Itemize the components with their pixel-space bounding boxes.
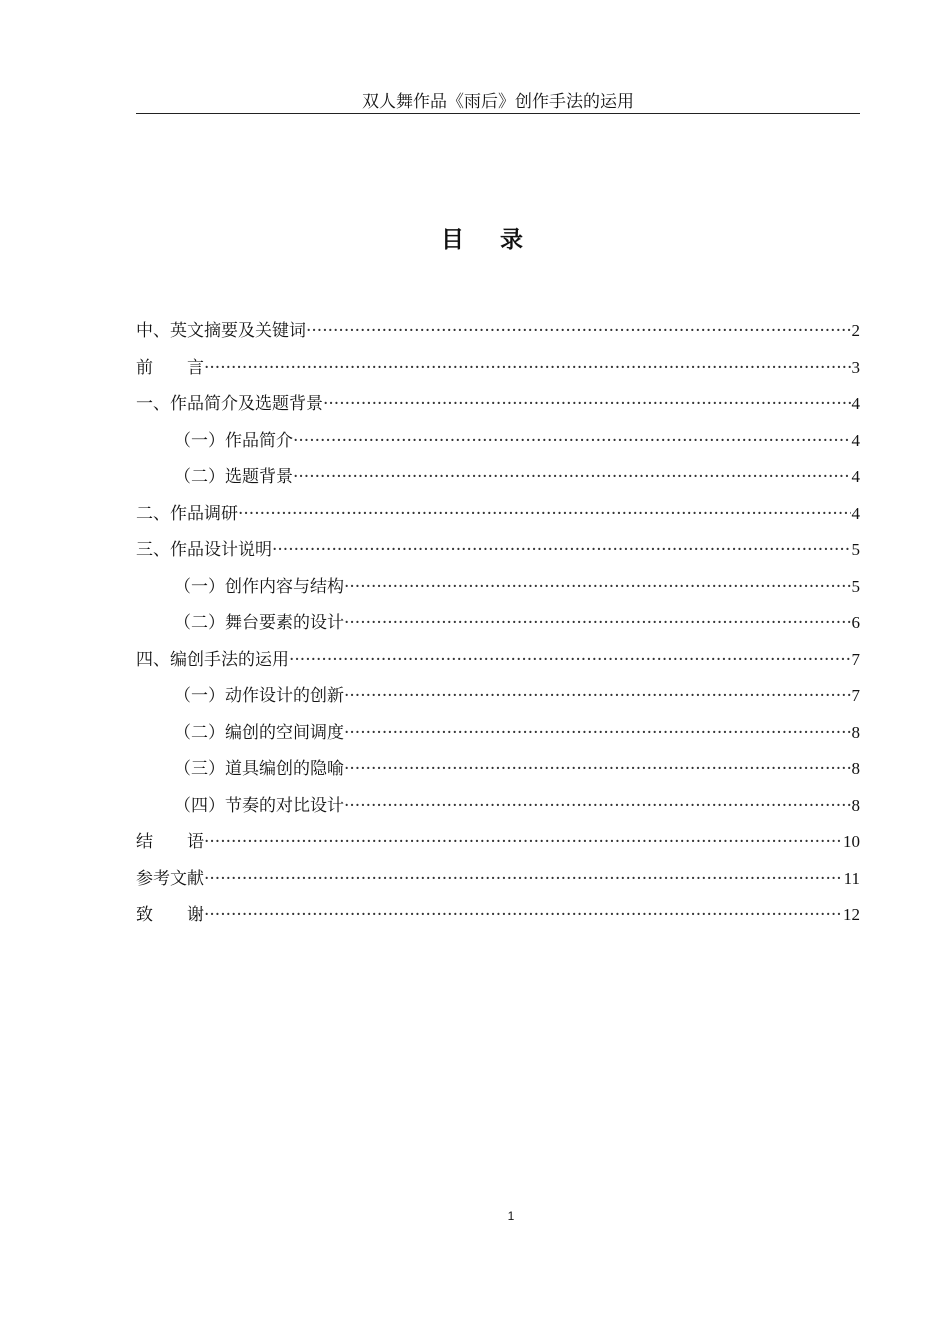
toc-dot-leader <box>344 794 851 818</box>
toc-entry-label: 四、编创手法的运用 <box>136 649 289 670</box>
toc-entry-label: 二、作品调研 <box>136 503 238 524</box>
toc-entry-label: （二）舞台要素的设计 <box>174 613 344 633</box>
toc-entry-page: 8 <box>851 759 860 778</box>
toc-entry-page: 5 <box>851 540 860 559</box>
toc-dot-leader <box>306 319 851 343</box>
running-header: 双人舞作品《雨后》创作手法的运用 <box>362 92 634 112</box>
toc-dot-leader <box>344 575 851 599</box>
page-number: 1 <box>507 1209 515 1223</box>
toc-entry-page: 5 <box>851 576 860 596</box>
toc-entry-page: 8 <box>851 795 860 815</box>
toc-entry-page: 8 <box>851 722 860 742</box>
toc-entry[interactable] <box>136 830 860 867</box>
toc-entry-page: 4 <box>851 394 860 413</box>
toc-entry[interactable] <box>136 757 860 794</box>
toc-entry-label: 致谢 <box>136 905 204 925</box>
toc-dot-leader <box>204 867 843 891</box>
toc-entry-label: 参考文献 <box>136 868 204 889</box>
toc-entry-label: （三）道具编创的隐喻 <box>174 759 344 779</box>
toc-entry-label: 前言 <box>136 357 204 378</box>
toc-dot-leader <box>289 648 851 672</box>
toc-dot-leader <box>204 903 842 927</box>
toc-entry[interactable] <box>136 648 860 685</box>
toc-entry[interactable] <box>136 465 860 502</box>
toc-entry[interactable] <box>136 611 860 648</box>
toc-entry-label: （四）节奏的对比设计 <box>174 795 344 816</box>
toc-entry-page: 4 <box>851 430 860 450</box>
toc-entry[interactable] <box>136 721 860 758</box>
toc-dot-leader <box>272 538 851 562</box>
toc-entry[interactable] <box>136 356 860 393</box>
toc-entry[interactable] <box>136 502 860 539</box>
toc-entry-label: 一、作品简介及选题背景 <box>136 394 323 414</box>
header-rule <box>136 113 860 114</box>
toc-entry[interactable] <box>136 319 860 356</box>
toc-dot-leader <box>344 684 851 708</box>
toc-entry-page: 3 <box>851 357 860 377</box>
toc-dot-leader <box>344 611 851 635</box>
toc-entry-label: 中、英文摘要及关键词 <box>136 321 306 341</box>
toc-dot-leader <box>344 721 851 745</box>
toc-entry-page: 6 <box>851 613 860 632</box>
toc-entry-label: （一）创作内容与结构 <box>174 576 344 597</box>
toc-entry-page: 4 <box>851 467 860 486</box>
toc-entry-page: 7 <box>851 686 860 705</box>
toc-entry[interactable] <box>136 392 860 429</box>
toc-entry-page: 11 <box>843 868 860 888</box>
toc-entry[interactable] <box>136 794 860 831</box>
toc-dot-leader <box>238 502 851 526</box>
toc-entry-label: 结语 <box>136 832 204 852</box>
toc-dot-leader <box>204 356 851 380</box>
toc-dot-leader <box>293 465 851 489</box>
table-of-contents <box>136 319 860 940</box>
toc-entry-page: 12 <box>843 905 860 924</box>
toc-entry-label: （二）选题背景 <box>174 467 293 487</box>
toc-entry[interactable] <box>136 903 860 940</box>
toc-entry-label: 三、作品设计说明 <box>136 540 272 560</box>
toc-entry[interactable] <box>136 867 860 904</box>
toc-entry-label: （一）作品简介 <box>174 430 293 451</box>
toc-entry-label: （二）编创的空间调度 <box>174 722 344 743</box>
toc-entry[interactable] <box>136 538 860 575</box>
toc-dot-leader <box>293 429 851 453</box>
toc-entry[interactable] <box>136 429 860 466</box>
toc-dot-leader <box>344 757 851 781</box>
toc-entry[interactable] <box>136 684 860 721</box>
toc-entry-page: 4 <box>851 503 860 523</box>
toc-entry[interactable] <box>136 575 860 612</box>
toc-entry-page: 10 <box>843 832 860 851</box>
toc-dot-leader <box>323 392 851 416</box>
toc-entry-page: 2 <box>851 321 860 340</box>
toc-entry-label: （一）动作设计的创新 <box>174 686 344 706</box>
toc-dot-leader <box>204 830 842 854</box>
toc-title: 目录 <box>441 226 559 253</box>
toc-entry-page: 7 <box>851 649 860 669</box>
